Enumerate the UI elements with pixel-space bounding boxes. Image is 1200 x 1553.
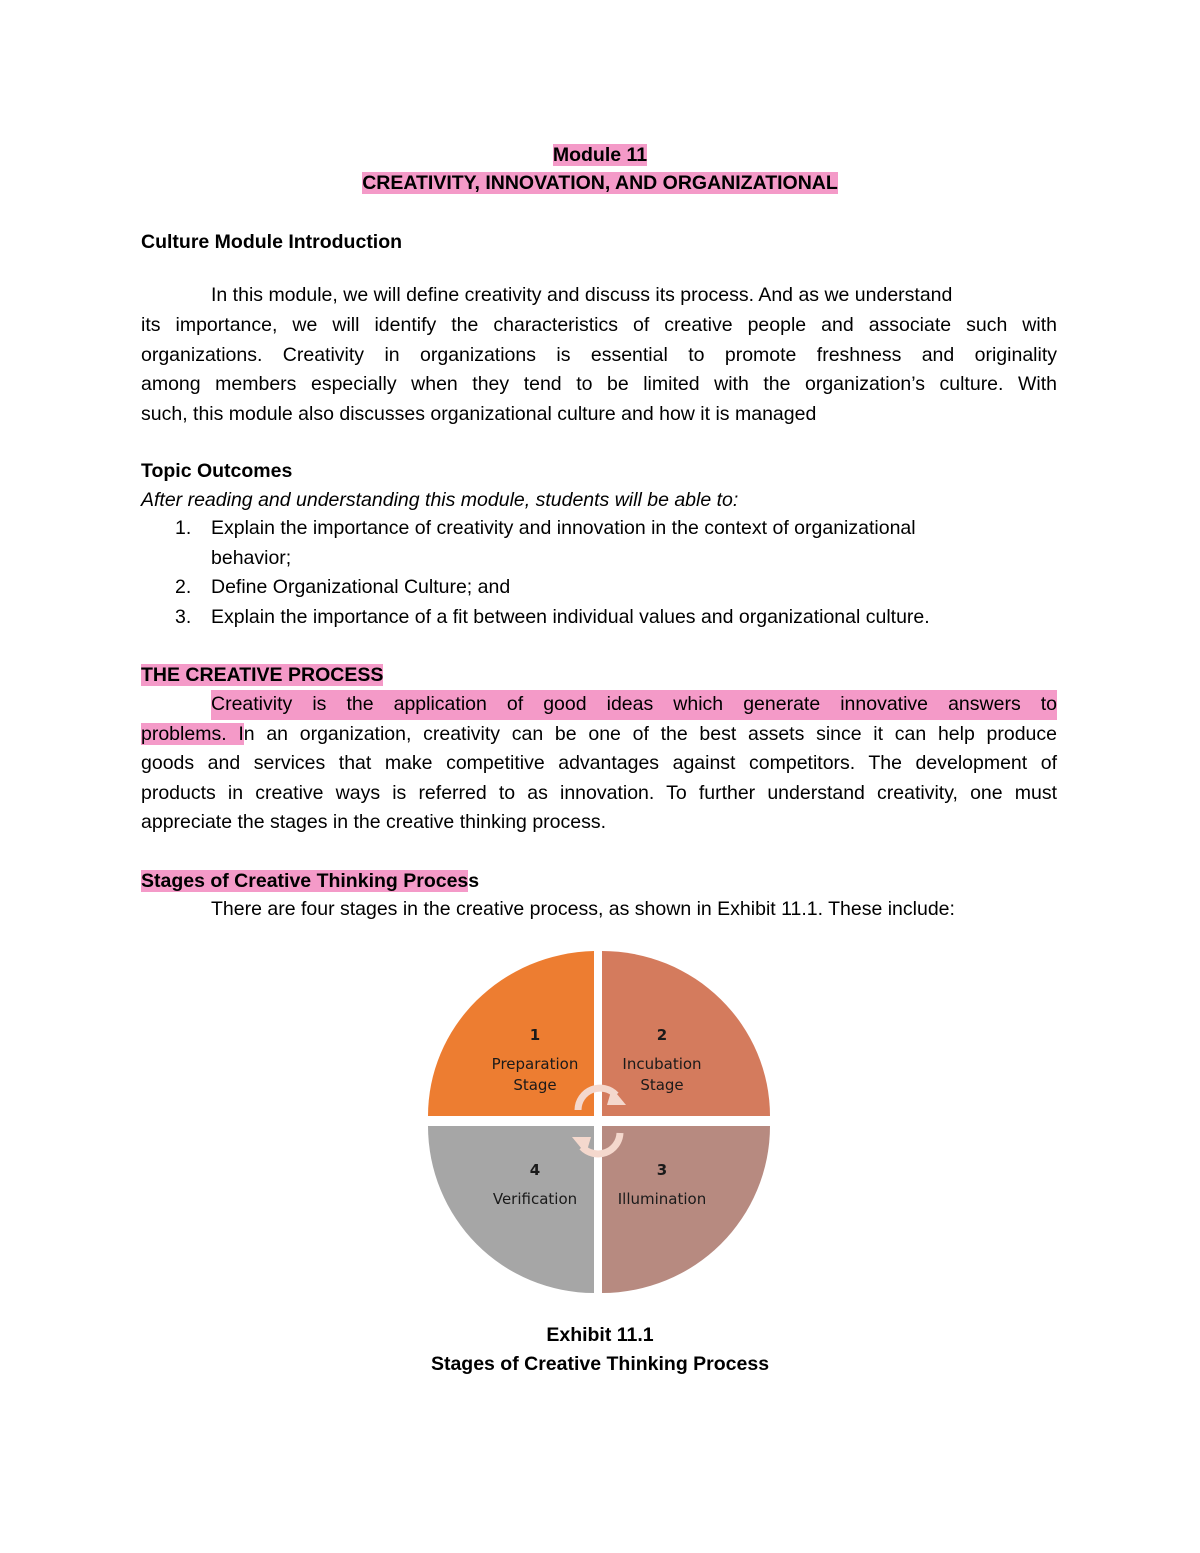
- intro-line-2: its importance, we will identify the characteristics of creative people and associate such with: [141, 314, 1057, 336]
- outcome-number: 2.: [175, 576, 192, 598]
- cycle-arrows-icon: [572, 1088, 626, 1154]
- outcomes-list: [141, 514, 1057, 632]
- intro-line-5: such, this module also discusses organizational culture and how it is managed: [141, 402, 817, 425]
- quadrant-4: [428, 1126, 594, 1293]
- outcomes-lead: After reading and understanding this module, students will be able to:: [141, 489, 739, 511]
- outcome-item: [141, 603, 1057, 633]
- outcome-item: [141, 514, 1057, 573]
- creative-process-line-2-rest: n an organization, creativity can be one of the best assets since it can help produce: [243, 722, 1057, 745]
- quadrant-4-shape: [428, 1126, 594, 1293]
- module-title-line: [0, 172, 1200, 195]
- quadrant-1-number: 1: [529, 1026, 541, 1044]
- outcome-number: 3.: [175, 605, 192, 628]
- creative-process-line-2: [141, 720, 1057, 750]
- outcome-number: 1.: [175, 517, 192, 539]
- quadrant-1-label: Preparation: [491, 1055, 579, 1073]
- creative-process-paragraph: [141, 690, 1057, 838]
- creative-process-line-2-highlight: problems. I: [141, 722, 244, 745]
- intro-paragraph: [141, 311, 1057, 429]
- creative-process-heading-line: [141, 664, 383, 687]
- creative-process-line-5: appreciate the stages in the creative thinking process.: [141, 811, 607, 833]
- module-label-line: [0, 144, 1200, 167]
- quadrant-3: [602, 1126, 770, 1293]
- quadrant-3-label: Illumination: [617, 1190, 707, 1208]
- outcomes-heading: Topic Outcomes: [141, 460, 293, 482]
- quadrant-4-number: 4: [529, 1161, 541, 1179]
- quadrant-2-label-2: Stage: [640, 1076, 684, 1094]
- outcome-text: Explain the importance of creativity and innovation in the context of organizational: [211, 517, 916, 539]
- intro-heading: Culture Module Introduction: [141, 231, 403, 253]
- quadrant-4-label: Verification: [492, 1190, 578, 1208]
- module-label: Module 11: [552, 144, 648, 166]
- stages-heading: [141, 870, 479, 893]
- quadrant-2: [602, 951, 770, 1116]
- creative-stages-diagram: [420, 945, 780, 1300]
- exhibit-label: Exhibit 11.1: [546, 1324, 654, 1346]
- creative-process-line-4: products in creative ways is referred to as innovation. To further understand creativity, one must: [141, 781, 1057, 804]
- creative-process-line-1: Creativity is the application of good ideas which generate innovative answers to: [211, 690, 1057, 720]
- quadrant-2-label: Incubation: [622, 1055, 702, 1073]
- quadrant-1-label-2: Stage: [513, 1076, 557, 1094]
- creative-process-line-3: goods and services that make competitive advantages against competitors. The development of: [141, 752, 1057, 774]
- quadrant-3-number: 3: [656, 1161, 668, 1179]
- outcome-text: Explain the importance of a fit between individual values and organizational culture.: [211, 605, 930, 628]
- intro-line-4: among members especially when they tend to be limited with the organization’s culture. With: [141, 373, 1057, 395]
- quadrant-2-shape: [602, 951, 770, 1116]
- exhibit-caption: Stages of Creative Thinking Process: [430, 1353, 770, 1375]
- module-title: CREATIVITY, INNOVATION, AND ORGANIZATIONAL: [362, 172, 838, 194]
- intro-line-3: organizations. Creativity in organizations is essential to promote freshness and originality: [141, 343, 1057, 366]
- stages-heading-highlight: Stages of Creative Thinking Proces: [141, 870, 469, 892]
- quadrant-3-shape: [602, 1126, 770, 1293]
- quadrant-2-number: 2: [656, 1026, 668, 1044]
- stages-heading-rest: s: [468, 870, 480, 892]
- quadrant-1: [428, 951, 594, 1116]
- outcome-item: [141, 573, 1057, 603]
- intro-line-1: In this module, we will define creativity and discuss its process. And as we understand: [211, 284, 953, 306]
- outcome-text-cont: behavior;: [211, 546, 292, 569]
- outcome-text: Define Organizational Culture; and: [211, 576, 511, 598]
- creative-process-heading: THE CREATIVE PROCESS: [141, 664, 384, 686]
- stages-text: There are four stages in the creative process, as shown in Exhibit 11.1. These include:: [211, 898, 955, 920]
- quadrant-1-shape: [428, 951, 594, 1116]
